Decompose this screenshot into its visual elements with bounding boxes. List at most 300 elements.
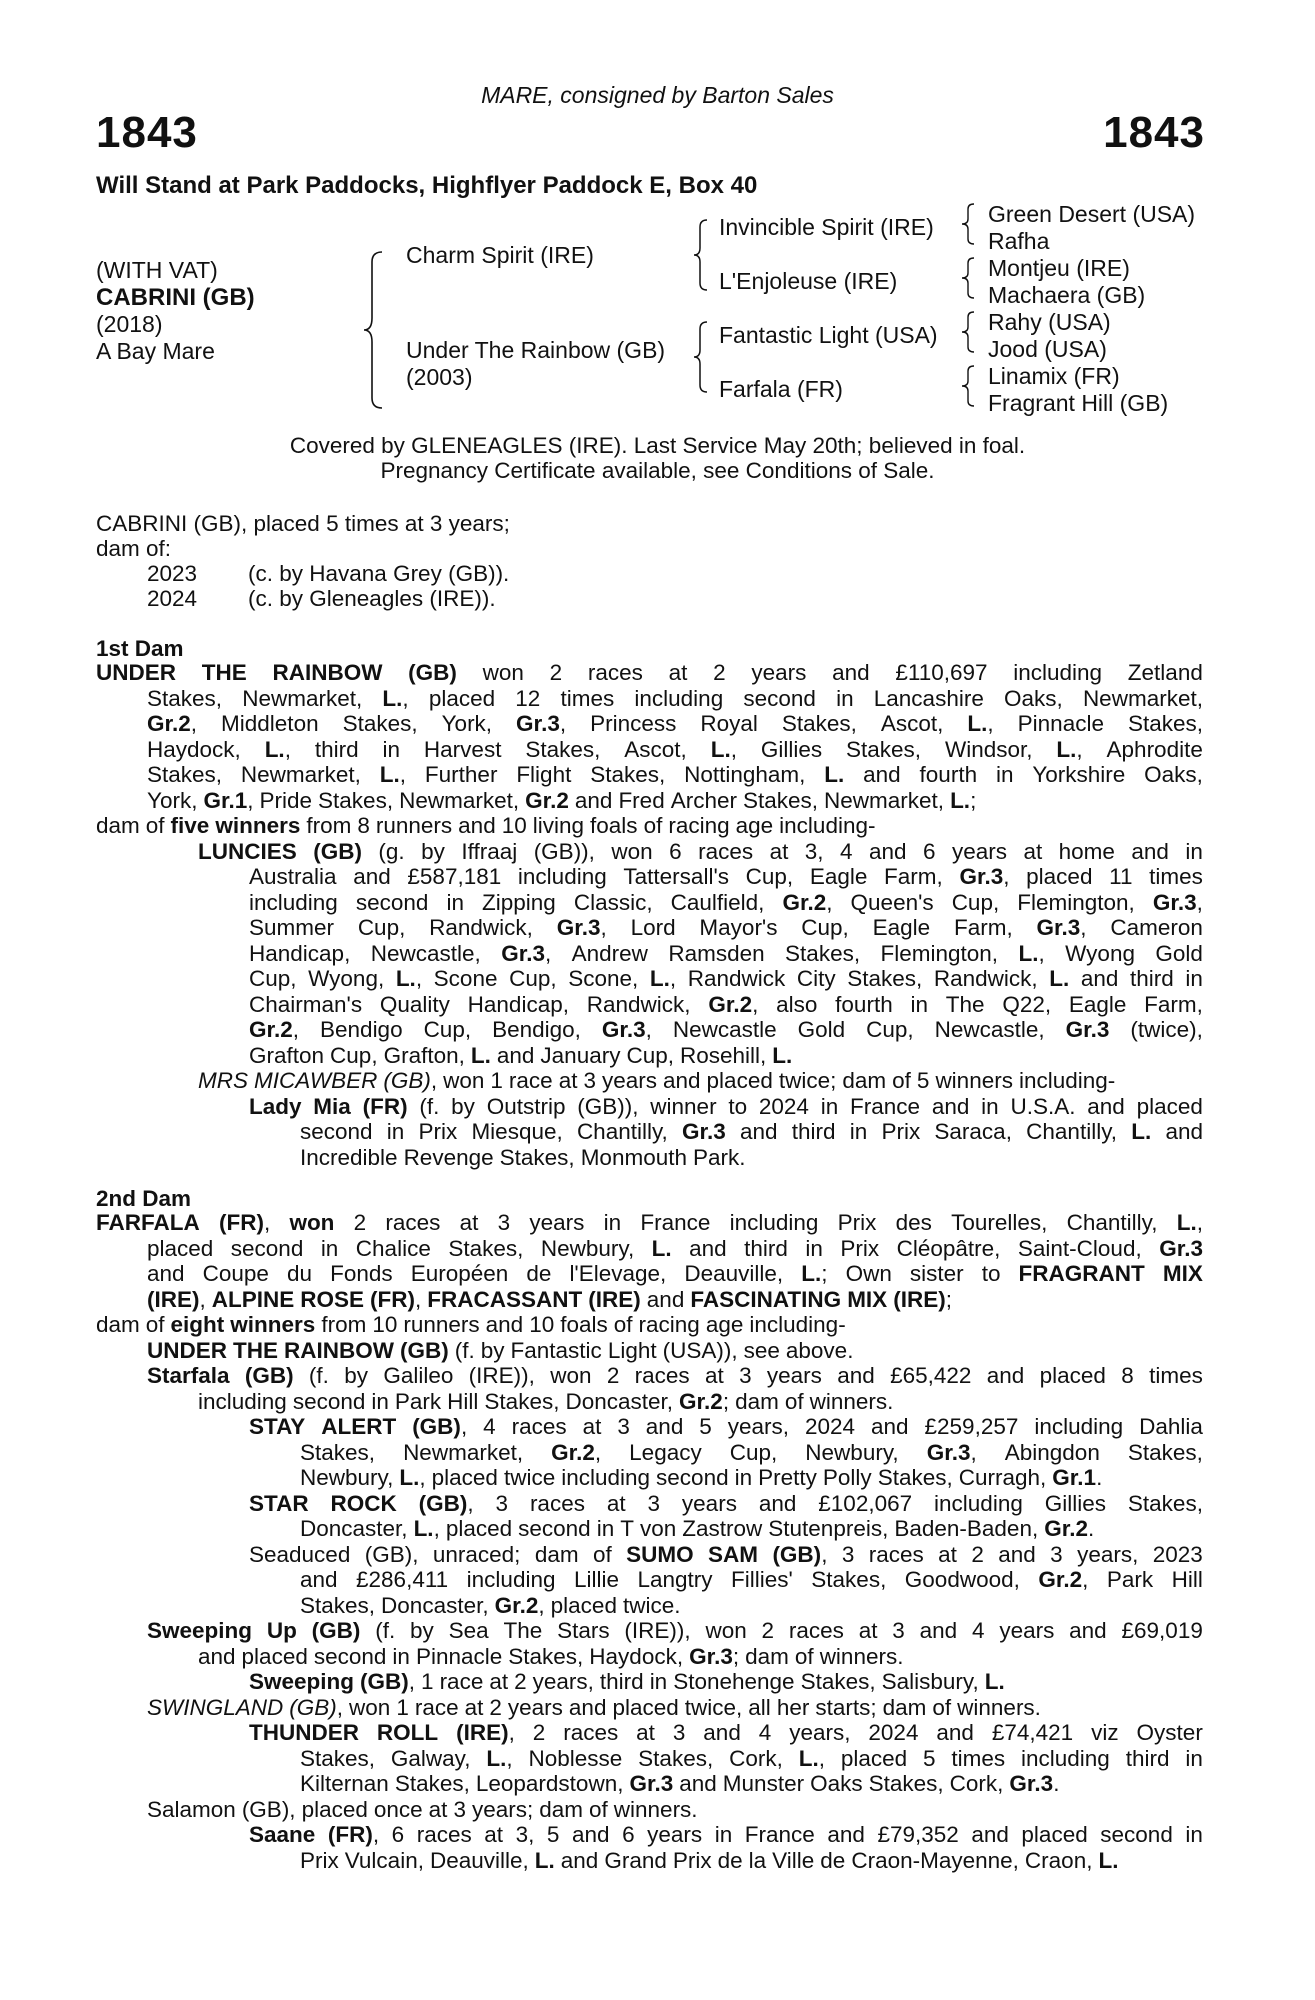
word: Ascot, (624, 736, 687, 762)
word: ROCK (330, 1490, 397, 1516)
word (456, 1720, 515, 1746)
word: in (603, 1210, 622, 1235)
word: Andrew (571, 940, 648, 966)
pedigree-gg-3: Montjeu (IRE) (988, 255, 1130, 281)
word: Tattersall's (623, 864, 729, 889)
word: Handicap, (249, 940, 351, 966)
word: Further (424, 762, 498, 787)
word: Stakes, (590, 762, 666, 787)
word: home (1058, 838, 1115, 864)
word: age (705, 1312, 744, 1337)
word: Randwick, (933, 966, 1038, 991)
text-line (96, 1236, 1203, 1262)
word: ; (945, 1286, 952, 1312)
word: starts; (815, 1694, 877, 1720)
word (801, 1261, 827, 1287)
word: Gr.3 (1009, 1771, 1054, 1796)
produce-foal-year-1: 2023 (147, 561, 198, 586)
word: Polly (822, 1465, 872, 1490)
word: 2 (713, 660, 726, 685)
word (1153, 890, 1203, 916)
vat-note: (WITH VAT) (96, 257, 218, 283)
word: York, (147, 787, 198, 813)
word (799, 1746, 825, 1772)
word (382, 686, 408, 712)
word: at (769, 838, 789, 864)
word: races (788, 1618, 844, 1643)
word: , (263, 1210, 271, 1235)
word: Newcastle, (934, 1017, 1045, 1042)
word: £259,257 (924, 1414, 1019, 1439)
word: , (199, 1286, 206, 1312)
word: and (646, 1286, 685, 1312)
word: Aphrodite (1106, 736, 1203, 762)
word: and (837, 1363, 875, 1388)
word: Stakes, (1127, 1439, 1203, 1465)
word: (f. (454, 1337, 475, 1363)
word: Eagle (872, 915, 931, 940)
word (959, 864, 1009, 890)
word: UNDER (147, 1337, 228, 1363)
word: Cup, (745, 864, 794, 889)
word: years (529, 1210, 585, 1235)
text-line (96, 966, 1203, 992)
text-line (96, 890, 1203, 916)
word: SAM (708, 1541, 759, 1567)
word (1037, 915, 1087, 941)
word: THE (201, 660, 247, 685)
word (414, 1516, 440, 1542)
word: Queen's (850, 889, 934, 915)
word: Cup, (357, 915, 406, 940)
word: , (538, 1592, 545, 1618)
word (1052, 1465, 1102, 1491)
word: 4 (758, 1720, 772, 1745)
word: twice. (622, 1592, 681, 1618)
word: 4 (971, 1618, 985, 1643)
word: dam (539, 1796, 584, 1822)
word: Mia (313, 1093, 351, 1119)
word: second (743, 685, 816, 711)
word: five (170, 813, 210, 838)
word: winner (650, 1093, 717, 1119)
word: all (748, 1694, 771, 1720)
word: , (460, 1414, 468, 1439)
word: Coupe (202, 1261, 269, 1286)
word: Saane (249, 1822, 316, 1847)
word: 3 (583, 1068, 596, 1093)
word: Baden-Baden, (894, 1516, 1039, 1541)
word: STAY (249, 1414, 306, 1439)
word: Gr.2 (525, 787, 569, 813)
word: Caulfield, (670, 889, 765, 915)
word: Doncaster, (381, 1592, 489, 1618)
word: L. (470, 1042, 491, 1068)
word: L. (824, 762, 845, 787)
word: Stakes, (811, 1567, 887, 1592)
word: Stutenpreis, (768, 1516, 889, 1541)
word: Sweeping (147, 1618, 253, 1643)
word: (g. (378, 838, 405, 864)
word: 3 (495, 1490, 509, 1516)
word: . (1096, 1465, 1103, 1490)
word: (USA)), (662, 1337, 738, 1363)
word: T (620, 1516, 634, 1541)
word: Australia (249, 864, 337, 889)
word: L. (801, 1261, 822, 1286)
word: Gr.3 (1065, 1017, 1110, 1042)
text-line (96, 813, 1203, 839)
word: won (611, 838, 653, 864)
word: including- (1018, 1068, 1116, 1093)
word: FRACASSANT (427, 1286, 583, 1312)
word: by (421, 838, 445, 864)
word: races (868, 1541, 924, 1567)
word: L. (798, 1745, 819, 1771)
word (1009, 1771, 1059, 1797)
word (772, 1542, 827, 1568)
word: including (1034, 1414, 1124, 1439)
word: Miesque, (471, 1119, 563, 1144)
word: Gr.2 (708, 991, 753, 1017)
word: L. (950, 787, 971, 813)
word: and (1087, 1093, 1125, 1119)
text-line (96, 1094, 1203, 1120)
text-line (96, 1287, 1203, 1313)
word: Gr.3 (601, 1017, 646, 1042)
word: years (647, 1822, 703, 1847)
word: at (459, 1210, 479, 1235)
word: The (503, 1618, 543, 1643)
word: 5 (699, 1414, 712, 1439)
word: ROSE (300, 1286, 365, 1312)
word: won (705, 1618, 747, 1643)
word: and (1069, 1618, 1107, 1643)
word (782, 890, 832, 916)
word: Stakes, (508, 1643, 584, 1669)
word: age (735, 813, 774, 838)
word (219, 1210, 270, 1236)
word: , (987, 711, 994, 736)
word: at (428, 1796, 448, 1822)
word: at (484, 1822, 504, 1847)
pedigree-brace-g3 (960, 310, 978, 354)
word: Cup, (801, 915, 849, 940)
word: Stakes, (742, 787, 819, 813)
word: Light (607, 1337, 657, 1363)
text-line (96, 686, 1203, 712)
word: Harvest (423, 736, 502, 762)
word: Cork, (949, 1771, 1004, 1796)
word: Cup, (951, 889, 1000, 915)
word: 4 (840, 838, 853, 864)
word: living (532, 813, 585, 838)
word: Oaks (810, 1771, 863, 1796)
word: in (386, 1119, 405, 1144)
word: Stakes, (147, 685, 223, 711)
word: and (871, 1414, 909, 1439)
word: L. (1098, 1847, 1119, 1873)
word: third (599, 1669, 644, 1694)
word: Stakes, (484, 1388, 560, 1414)
word: second (300, 1119, 373, 1144)
word: third (314, 736, 359, 762)
word: 2 (353, 1210, 367, 1235)
word: Archer (670, 787, 737, 813)
word: including (561, 1465, 651, 1490)
word: Newbury, (540, 1235, 635, 1261)
word: Flight (516, 762, 572, 787)
word: second (355, 889, 429, 915)
pedigree-brace-sire (691, 218, 711, 292)
word: winners. (613, 1796, 698, 1822)
word: Gold (1155, 940, 1203, 966)
word: Windsor, (944, 736, 1033, 762)
word: Incredible (300, 1144, 398, 1170)
word: Farm, (953, 915, 1013, 940)
word: of (794, 1643, 814, 1669)
word: years, (789, 1720, 851, 1745)
word (399, 1465, 425, 1491)
word: Lord (630, 915, 676, 940)
word: 3 (841, 1541, 855, 1567)
pedigree-gg-2: Rafha (988, 228, 1050, 254)
word: The (945, 991, 985, 1017)
word (412, 1414, 467, 1440)
word: including (634, 685, 724, 711)
word: , (730, 736, 737, 762)
word (249, 1017, 299, 1043)
pedigree-dam: Under The Rainbow (GB) (406, 337, 666, 363)
pedigree-sire: Charm Spirit (IRE) (406, 242, 594, 268)
pedigree-main-brace (360, 250, 390, 410)
word: and (931, 1093, 970, 1119)
word (1056, 737, 1082, 763)
word: Randwick (687, 966, 786, 991)
word: in (371, 1388, 389, 1414)
word: and (485, 1312, 524, 1337)
word: , (752, 991, 759, 1017)
word: RAINBOW (272, 660, 383, 685)
word: Stakes, (638, 1745, 714, 1771)
word: FRAGRANT (1018, 1261, 1145, 1286)
word: Galway, (390, 1745, 471, 1771)
word: Summer (249, 915, 335, 940)
word: Galileo (383, 1363, 454, 1388)
word: Gr.1 (203, 787, 248, 813)
produce-foal-year-2: 2024 (147, 586, 198, 611)
word: York, (441, 711, 493, 736)
word: L. (772, 1042, 793, 1068)
word: Gr.2 (1044, 1516, 1088, 1541)
word: twice, (684, 1694, 743, 1720)
word: , (433, 1516, 440, 1541)
word: Stakes, (300, 1439, 376, 1465)
word: ; (732, 1643, 740, 1669)
covering-line-1: Covered by GLENEAGLES (IRE). Last Service May 20th; believed in foal. (289, 433, 1026, 458)
pedigree-dam-sire: Fantastic Light (USA) (719, 322, 938, 348)
word: 3 (647, 1490, 661, 1516)
word: de (526, 1261, 552, 1286)
word: Noblesse (528, 1745, 623, 1771)
word: Deauville, (684, 1261, 784, 1286)
text-line (96, 1389, 1203, 1415)
word: and (740, 1119, 778, 1144)
text-line (96, 1746, 1203, 1772)
word: Craon, (1024, 1847, 1093, 1873)
word: Princess (590, 711, 677, 736)
word: Starfala (147, 1363, 230, 1388)
produce-foal-detail-2: (c. by Gleneagles (IRE)). (248, 586, 496, 611)
word: times (951, 1745, 1006, 1771)
word (557, 915, 607, 941)
word: 11 (1109, 864, 1133, 889)
word: Prix (672, 1847, 712, 1873)
word: eight (170, 1312, 225, 1337)
word: dam (534, 1541, 579, 1567)
word: runners (375, 813, 453, 838)
word: Stakes, (300, 1745, 376, 1771)
word: Lillie (573, 1567, 619, 1592)
word: including (1021, 1745, 1110, 1771)
word: (GB) (772, 1541, 822, 1567)
word: second (313, 1643, 387, 1669)
word: ROLL (376, 1720, 439, 1745)
word: , (826, 889, 833, 915)
word: Gr.3 (959, 864, 1004, 889)
word: third (1129, 966, 1174, 991)
word: placed (706, 1068, 773, 1093)
word: Rosehill, (680, 1042, 767, 1068)
word: fourth (919, 762, 978, 787)
word: L. (1018, 940, 1039, 966)
word: Gr.3 (1159, 1235, 1203, 1261)
text-line (96, 1145, 1203, 1171)
word: Chairman's (249, 991, 363, 1017)
text-line (96, 864, 1203, 890)
word: THE (233, 1337, 279, 1363)
word: Saraca, (934, 1119, 1012, 1144)
text-line (96, 1797, 1203, 1823)
word: 5 (923, 1745, 936, 1771)
word: (GB) (412, 1414, 461, 1439)
word: l'Elevage, (569, 1261, 667, 1286)
text-line (96, 1618, 1203, 1644)
word: and (758, 1490, 797, 1516)
text-line (96, 1848, 1203, 1874)
word: and (827, 1822, 865, 1847)
word: at (636, 1720, 655, 1745)
word: races (587, 660, 643, 685)
word: Park (394, 1388, 442, 1414)
word: Abingdon (1004, 1439, 1100, 1465)
word: 5 (546, 1822, 560, 1847)
word: Gr.3 (689, 1643, 733, 1669)
word: Langtry (637, 1567, 713, 1592)
word: and (1131, 838, 1169, 864)
text-line (96, 1669, 1203, 1695)
word: Salamon (147, 1796, 236, 1822)
word: Saint-Cloud, (1017, 1235, 1142, 1261)
word: Stakes, (877, 1465, 953, 1490)
word: years, (1077, 1541, 1139, 1567)
word: , (1196, 1210, 1203, 1235)
word: ; (722, 1388, 730, 1414)
word: (GB) (313, 838, 362, 864)
word: and (300, 1567, 338, 1592)
text-line (96, 737, 1203, 763)
word: , (1080, 915, 1087, 940)
text-line (96, 992, 1203, 1018)
word: , (559, 711, 567, 736)
word: 2024 (868, 1720, 919, 1745)
word: £110,697 (895, 660, 988, 685)
first-dam-heading: 1st Dam (96, 636, 184, 661)
pedigree-gg-1: Green Desert (USA) (988, 201, 1196, 227)
pedigree-sire-sire: Invincible Spirit (IRE) (719, 214, 934, 240)
word: (GB) (311, 1618, 361, 1643)
word: Quality (379, 991, 450, 1017)
word: 3 (672, 1720, 686, 1745)
word (927, 1440, 977, 1466)
word: Stakes, (785, 940, 861, 966)
word: dam (96, 813, 140, 838)
word: at (606, 1490, 626, 1516)
word: 1 (490, 1068, 503, 1093)
word: (FR) (218, 1210, 264, 1235)
word: by (344, 1363, 368, 1388)
stand-location: Will Stand at Park Paddocks, Highflyer Paddock E, Box 40 (96, 172, 758, 199)
word: (GB) (289, 1694, 337, 1720)
word: including (198, 1388, 287, 1414)
word (396, 966, 422, 992)
word: L. (1056, 736, 1077, 762)
word: Cork, (729, 1745, 783, 1771)
word: , (419, 1465, 426, 1490)
text-line (96, 1043, 1203, 1069)
word: placed (428, 685, 496, 711)
word: £587,181 (407, 864, 502, 889)
word: 3 (892, 1618, 905, 1643)
word: Seaduced (249, 1541, 351, 1567)
word: £65,422 (890, 1363, 972, 1388)
word: (GB) (418, 1490, 468, 1516)
word: Tourelles, (951, 1210, 1048, 1235)
word: and (198, 1643, 236, 1669)
word: times (1149, 1363, 1203, 1388)
word (383, 1068, 437, 1094)
text-line (96, 1593, 1203, 1619)
word: Cup, (866, 1017, 914, 1042)
word: . (1053, 1771, 1060, 1796)
word: winners. (957, 1694, 1041, 1720)
word: and (703, 1720, 741, 1745)
word: Stakes, (846, 736, 922, 762)
word: including (466, 1567, 556, 1592)
word: of (593, 1541, 612, 1567)
word (419, 1491, 474, 1517)
word: and (986, 1363, 1025, 1388)
word: . (1088, 1516, 1095, 1541)
word (501, 941, 551, 967)
word: and (832, 660, 870, 685)
word: Oaks, (1144, 762, 1203, 787)
word: Stakes, (847, 966, 923, 991)
word: unraced; (432, 1541, 521, 1567)
text-line (96, 711, 1203, 737)
word: and (1080, 966, 1119, 991)
word: Classic, (573, 889, 653, 915)
